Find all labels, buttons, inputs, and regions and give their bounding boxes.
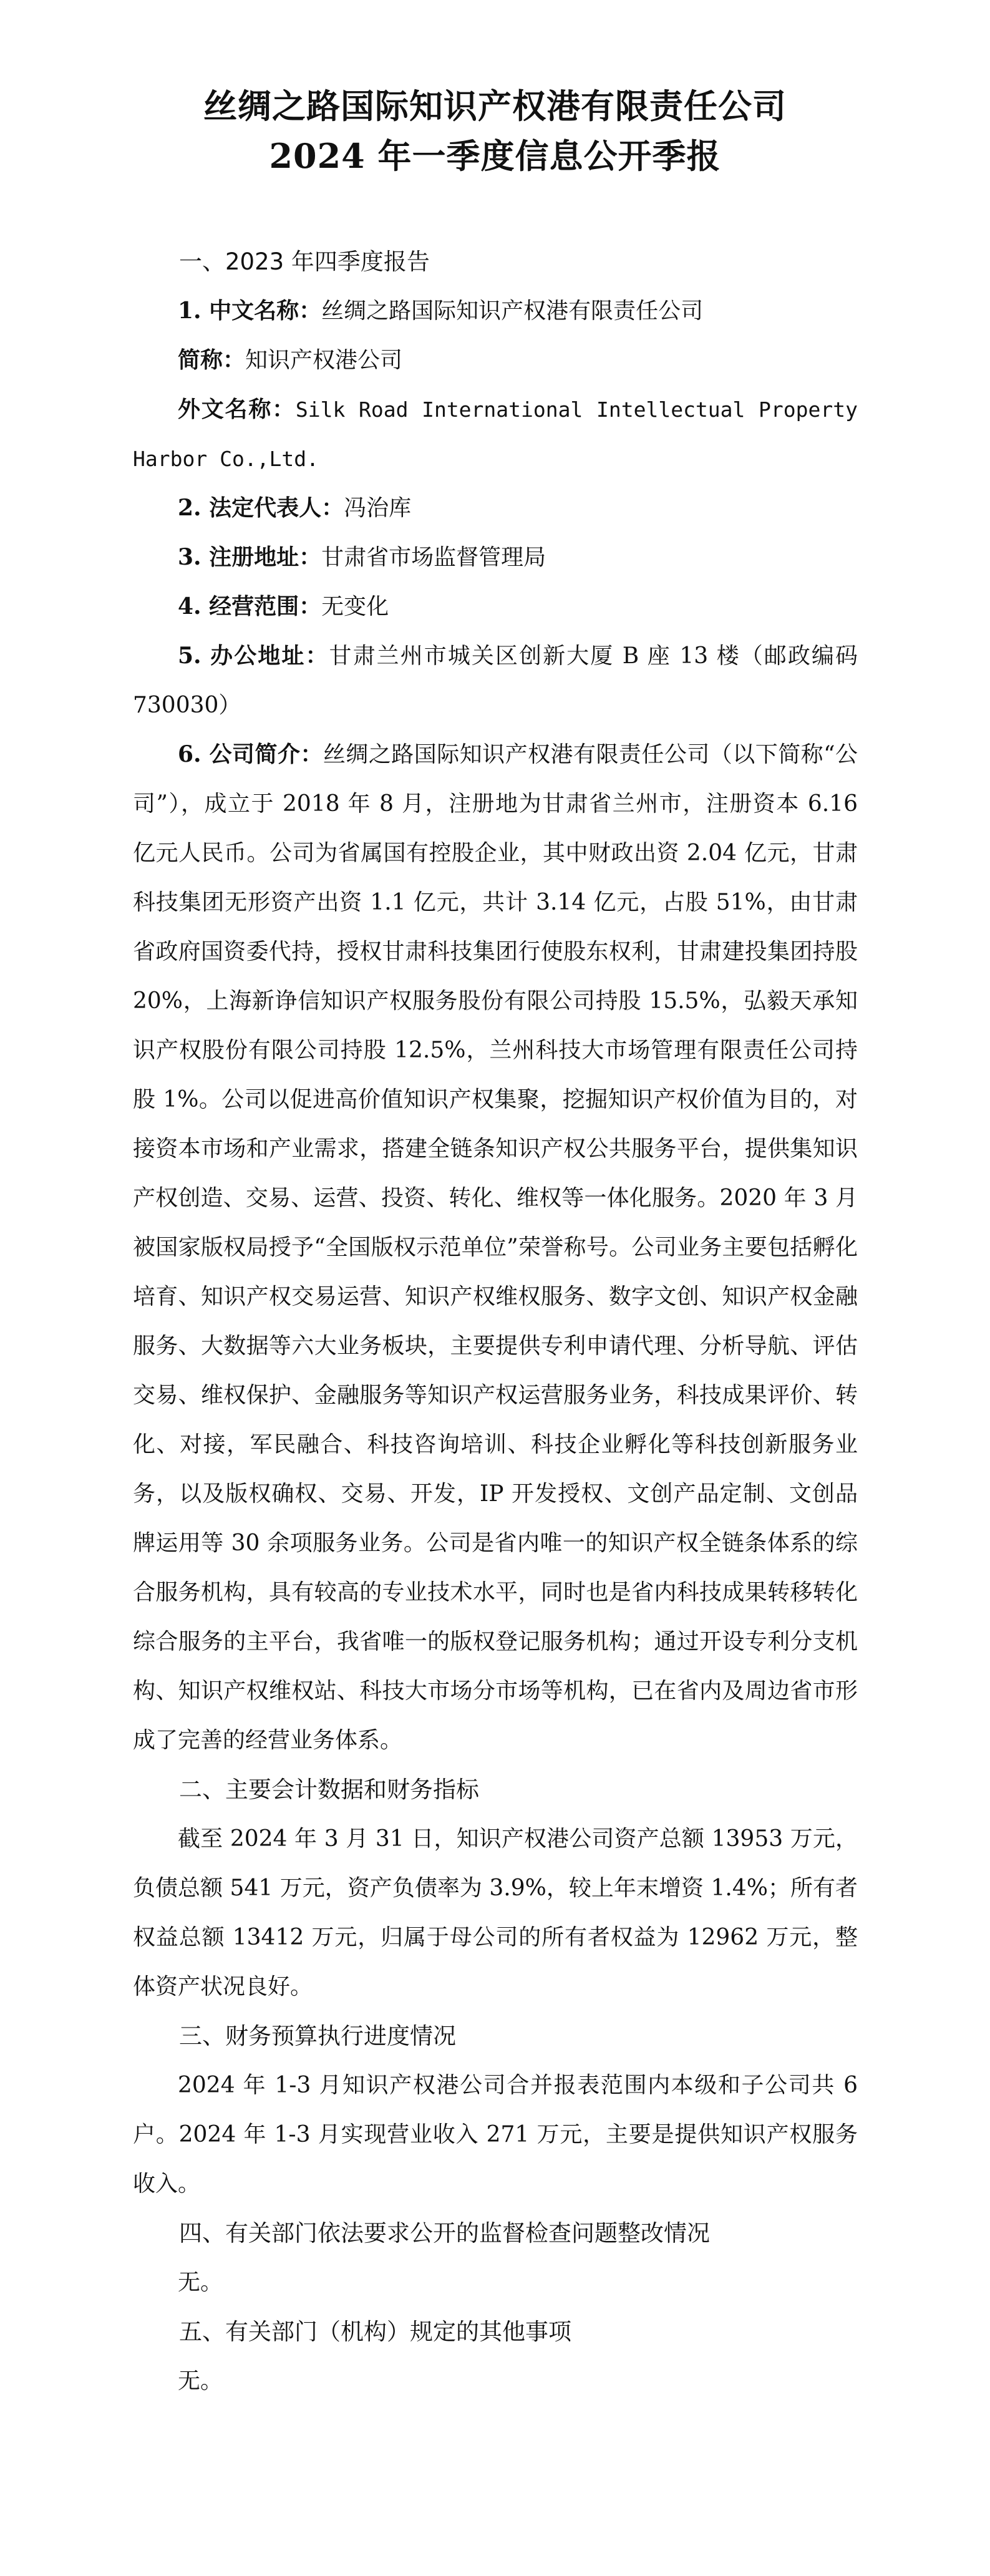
reg-address-label: 3. 注册地址： [178,544,322,570]
foreign-name-value: Silk Road International Intellectual Property Harbor Co.,Ltd. [133,397,858,471]
foreign-name-line [133,385,858,484]
section5-heading: 五、有关部门（机构）规定的其他事项 [179,2318,571,2345]
company-intro-paragraph [133,730,858,1765]
section4-heading: 四、有关部门依法要求公开的监督检查问题整改情况 [179,2220,710,2247]
chinese-name-line [133,286,858,336]
section2-heading: 二、主要会计数据和财务指标 [179,1776,479,1803]
legal-rep-label: 2. 法定代表人： [178,495,344,521]
scope-line [133,582,858,631]
section5-body: 无。 [178,2368,223,2394]
section3-body: 2024 年 1-3 月知识产权港公司合并报表范围内本级和子公司共 6 户。2024 年 1-3 月实现营业收入 271 万元，主要是提供知识产权服务收入。 [133,2073,858,2197]
short-name-line [133,336,858,385]
legal-rep-line [133,484,858,533]
scope-label: 4. 经营范围： [178,593,322,620]
office-address-label: 5. 办公地址： [178,643,329,669]
document-title-line1: 丝绸之路国际知识产权港有限责任公司 [203,86,787,126]
company-intro-label: 6. 公司简介： [178,741,323,767]
legal-rep-value: 冯治库 [344,495,412,521]
office-address-value: 甘肃兰州市城关区创新大厦 B 座 13 楼（邮政编码 730030） [133,643,858,718]
company-intro-value: 丝绸之路国际知识产权港有限责任公司（以下简称“公司”），成立于 2018 年 8 月，注册地为甘肃省兰州市，注册资本 6.16 亿元人民币。公司为省属国有控股企业，其中财政出资 2.04 亿元，甘肃科技集团无形资产出资 1.1 亿元，共计 3.14 亿元，占股 51%，由甘肃省政府国资委代持，授权甘肃科技集团行使股东权利，甘肃建投集团持股 20%，上海新诤信知识产权服务股份有限公司持股 15.5%，弘毅天承知识产权股份有限公司持股 12.5%，兰州科技大市场管理有限责任公司持股 1%。公司以促进高价值知识产权集聚，挖掘知识产权价值为目的，对接资本市场和产业需求，搭建全链条知识产权公共服务平台，提供集知识产权创造、交易、运营、投资、转化、维权等一体化服务。2020 年 3 月被国家版权局授予“全国版权示范单位”荣誉称号。公司业务主要包括孵化培育、知识产权交易运营、知识产权维权服务、数字文创、知识产权金融服务、大数据等六大业务板块，主要提供专利申请代理、分析导航、评估交易、维权保护、金融服务等知识产权运营服务业务，科技成果评价、转化、对接，军民融合、科技咨询培训、科技企业孵化等科技创新服务业务，以及版权确权、交易、开发，IP 开发授权、文创产品定制、文创品牌运用等 30 余项服务业务。公司是省内唯一的知识产权全链条体系的综合服务机构，具有较高的专业技术水平，同时也是省内科技成果转移转化综合服务的主平台，我省唯一的版权登记服务机构；通过开设专利分支机构、知识产权维权站、科技大市场分市场等机构，已在省内及周边省市形成了完善的经营业务体系。 [133,742,858,1753]
section4-body: 无。 [178,2270,223,2295]
reg-address-value: 甘肃省市场监督管理局 [321,545,546,570]
section1-heading: 一、2023 年四季度报告 [179,248,430,275]
document-body [133,237,858,2406]
section3-heading: 三、财务预算执行进度情况 [179,2023,456,2049]
scope-value: 无变化 [321,594,389,620]
chinese-name-value: 丝绸之路国际知识产权港有限责任公司 [321,298,704,324]
short-name-label: 简称： [178,347,246,373]
foreign-name-label: 外文名称： [178,396,296,422]
document-title-line2: 2024 年一季度信息公开季报 [269,136,721,176]
short-name-value: 知识产权港公司 [245,348,403,373]
office-address-line [133,631,858,730]
reg-address-line [133,533,858,582]
chinese-name-label: 1. 中文名称： [178,298,322,324]
section2-body: 截至 2024 年 3 月 31 日，知识产权港公司资产总额 13953 万元，负债总额 541 万元，资产负债率为 3.9%，较上年末增资 1.4%；所有者权益总额 13412 万元，归属于母公司的所有者权益为 12962 万元，整体资产状况良好。 [133,1826,858,2000]
